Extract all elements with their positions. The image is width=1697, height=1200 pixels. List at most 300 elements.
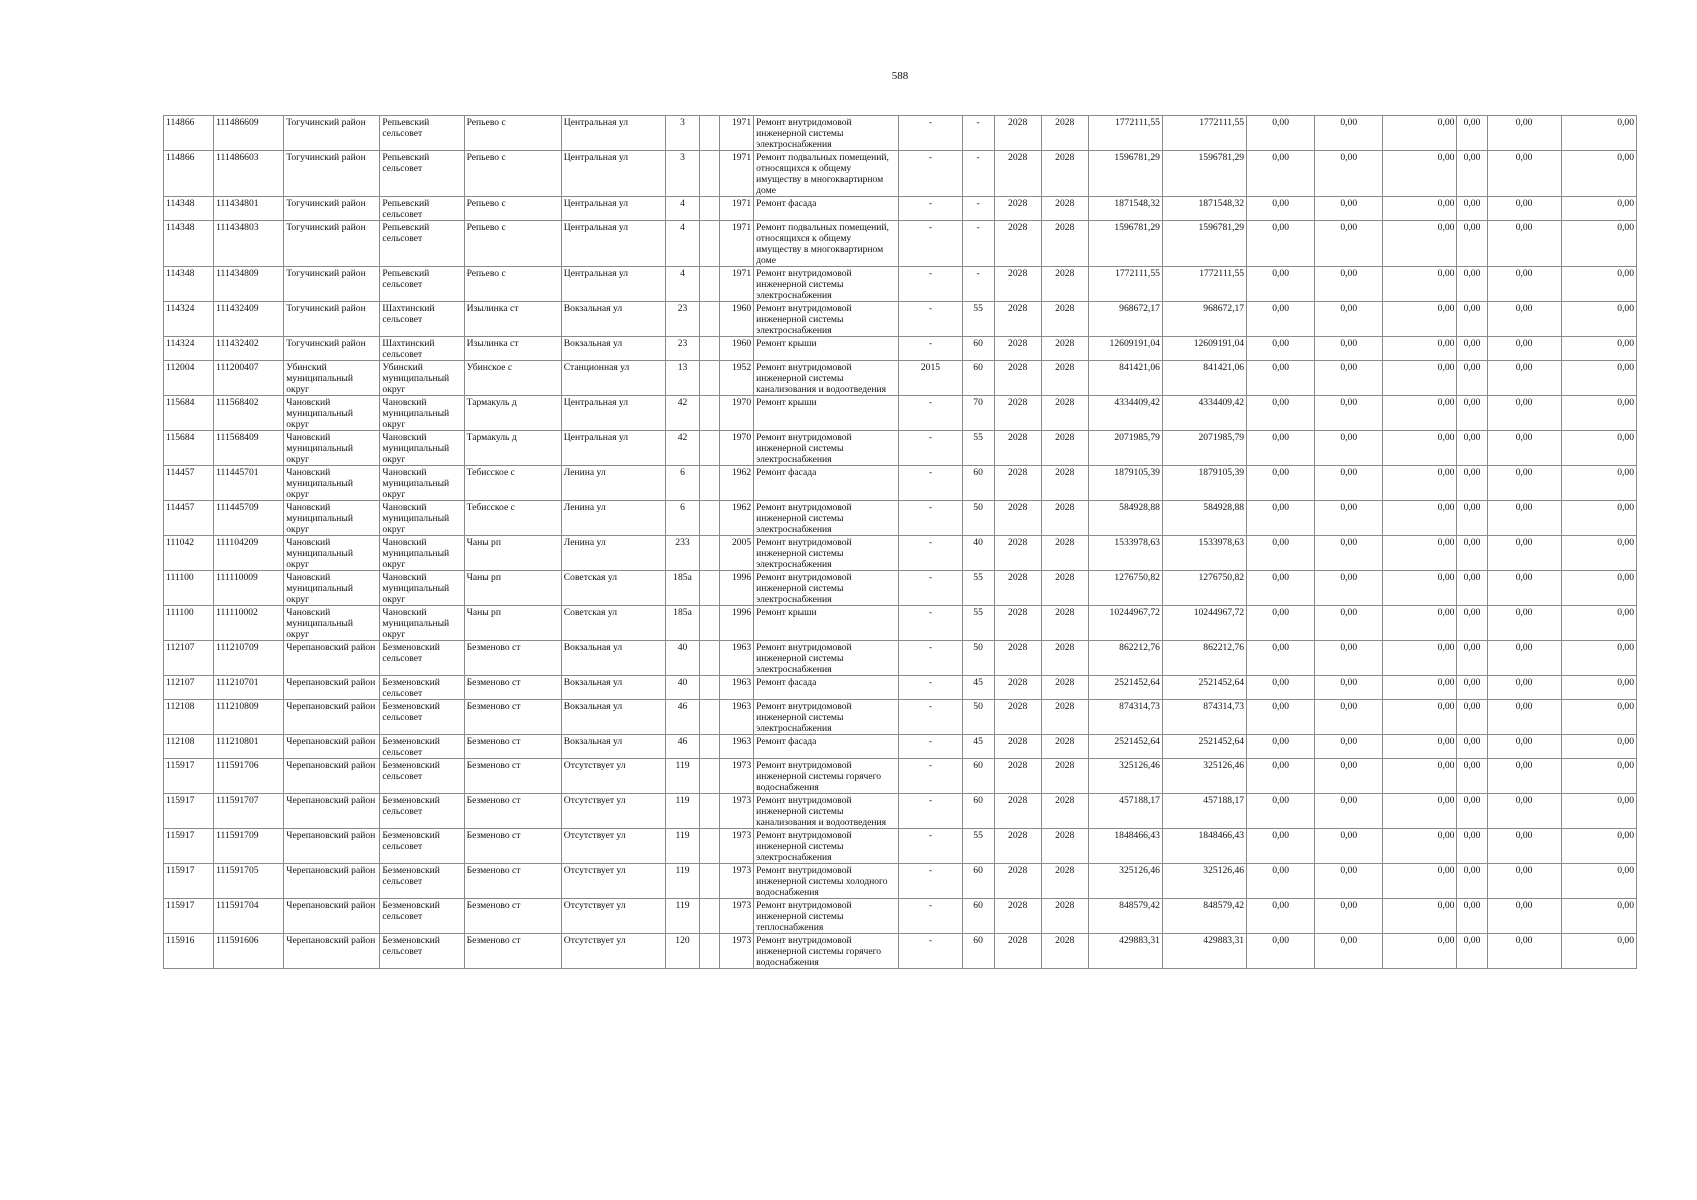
cell-regional-budget: 0,00 — [1315, 302, 1383, 337]
cell-build-year: 1971 — [720, 151, 754, 197]
cell-regional-budget: 0,00 — [1315, 794, 1383, 829]
cell-letter — [700, 151, 720, 197]
cell-last-repair-year: - — [899, 735, 962, 759]
cell-last-repair-year: - — [899, 396, 962, 431]
cell-letter — [700, 735, 720, 759]
cell-locality: Чаны рп — [464, 606, 561, 641]
cell-district: Тогучинский район — [284, 116, 380, 151]
cell-letter — [700, 934, 720, 969]
cell-work-id: 111568409 — [214, 431, 284, 466]
cell-federal-budget: 0,00 — [1247, 221, 1315, 267]
cell-settlement-council: Безменовский сельсовет — [380, 934, 464, 969]
cell-work-id: 111568402 — [214, 396, 284, 431]
cell-fund-cost: 325126,46 — [1162, 759, 1246, 794]
cell-house-id: 114866 — [164, 151, 214, 197]
cell-reserve: 0,00 — [1561, 466, 1636, 501]
cell-wear-percent: 55 — [962, 431, 994, 466]
cell-wear-percent: - — [962, 151, 994, 197]
cell-locality: Безменово ст — [464, 829, 561, 864]
cell-plan-year-start: 2028 — [994, 116, 1041, 151]
cell-plan-year-end: 2028 — [1041, 466, 1088, 501]
cell-local-budget: 0,00 — [1383, 267, 1457, 302]
cell-house-number: 233 — [665, 536, 699, 571]
cell-district: Тогучинский район — [284, 302, 380, 337]
cell-settlement-council: Шахтинский сельсовет — [380, 302, 464, 337]
cell-work-id: 111445701 — [214, 466, 284, 501]
cell-owner-funds: 0,00 — [1487, 396, 1561, 431]
cell-street: Отсутствует ул — [561, 864, 665, 899]
cell-street: Центральная ул — [561, 396, 665, 431]
cell-federal-budget: 0,00 — [1247, 759, 1315, 794]
cell-settlement-council: Репьевский сельсовет — [380, 221, 464, 267]
cell-wear-percent: 40 — [962, 536, 994, 571]
cell-other-sources: 0,00 — [1457, 501, 1487, 536]
cell-federal-budget: 0,00 — [1247, 536, 1315, 571]
cell-total-cost: 584928,88 — [1088, 501, 1162, 536]
cell-wear-percent: 55 — [962, 606, 994, 641]
page-number: 588 — [891, 70, 909, 82]
cell-plan-year-start: 2028 — [994, 536, 1041, 571]
cell-total-cost: 10244967,72 — [1088, 606, 1162, 641]
cell-plan-year-end: 2028 — [1041, 536, 1088, 571]
cell-plan-year-end: 2028 — [1041, 864, 1088, 899]
cell-plan-year-start: 2028 — [994, 606, 1041, 641]
cell-last-repair-year: - — [899, 571, 962, 606]
cell-plan-year-start: 2028 — [994, 641, 1041, 676]
cell-house-id: 115917 — [164, 829, 214, 864]
cell-fund-cost: 1871548,32 — [1162, 197, 1246, 221]
cell-local-budget: 0,00 — [1383, 864, 1457, 899]
cell-house-number: 119 — [665, 899, 699, 934]
cell-street: Вокзальная ул — [561, 641, 665, 676]
cell-wear-percent: - — [962, 267, 994, 302]
cell-locality: Чаны рп — [464, 536, 561, 571]
cell-owner-funds: 0,00 — [1487, 864, 1561, 899]
cell-federal-budget: 0,00 — [1247, 302, 1315, 337]
cell-work-type: Ремонт внутридомовой инженерной системы электроснабжения — [754, 302, 899, 337]
cell-other-sources: 0,00 — [1457, 735, 1487, 759]
table-row — [164, 197, 1637, 221]
cell-house-number: 185а — [665, 606, 699, 641]
cell-work-id: 111486603 — [214, 151, 284, 197]
cell-plan-year-start: 2028 — [994, 759, 1041, 794]
cell-regional-budget: 0,00 — [1315, 466, 1383, 501]
cell-owner-funds: 0,00 — [1487, 431, 1561, 466]
cell-house-number: 46 — [665, 700, 699, 735]
cell-wear-percent: 50 — [962, 501, 994, 536]
cell-letter — [700, 466, 720, 501]
cell-house-id: 114348 — [164, 267, 214, 302]
cell-work-id: 111210701 — [214, 676, 284, 700]
cell-district: Черепановский район — [284, 759, 380, 794]
cell-local-budget: 0,00 — [1383, 899, 1457, 934]
cell-house-id: 112004 — [164, 361, 214, 396]
cell-plan-year-end: 2028 — [1041, 221, 1088, 267]
cell-owner-funds: 0,00 — [1487, 829, 1561, 864]
cell-owner-funds: 0,00 — [1487, 466, 1561, 501]
cell-locality: Безменово ст — [464, 676, 561, 700]
cell-build-year: 1962 — [720, 466, 754, 501]
cell-letter — [700, 899, 720, 934]
cell-letter — [700, 337, 720, 361]
cell-work-id: 111200407 — [214, 361, 284, 396]
cell-local-budget: 0,00 — [1383, 700, 1457, 735]
cell-reserve: 0,00 — [1561, 864, 1636, 899]
cell-house-id: 111100 — [164, 606, 214, 641]
cell-owner-funds: 0,00 — [1487, 794, 1561, 829]
cell-work-type: Ремонт внутридомовой инженерной системы канализования и водоотведения — [754, 361, 899, 396]
cell-build-year: 1973 — [720, 794, 754, 829]
cell-local-budget: 0,00 — [1383, 431, 1457, 466]
cell-work-id: 111210709 — [214, 641, 284, 676]
cell-plan-year-end: 2028 — [1041, 337, 1088, 361]
cell-plan-year-end: 2028 — [1041, 571, 1088, 606]
cell-street: Ленина ул — [561, 466, 665, 501]
cell-house-id: 114324 — [164, 337, 214, 361]
cell-federal-budget: 0,00 — [1247, 501, 1315, 536]
cell-letter — [700, 606, 720, 641]
cell-district: Чановский муниципальный округ — [284, 466, 380, 501]
cell-other-sources: 0,00 — [1457, 759, 1487, 794]
cell-local-budget: 0,00 — [1383, 151, 1457, 197]
cell-plan-year-start: 2028 — [994, 197, 1041, 221]
cell-work-id: 111591709 — [214, 829, 284, 864]
cell-build-year: 1963 — [720, 700, 754, 735]
cell-plan-year-end: 2028 — [1041, 735, 1088, 759]
cell-total-cost: 841421,06 — [1088, 361, 1162, 396]
cell-fund-cost: 1276750,82 — [1162, 571, 1246, 606]
cell-wear-percent: 45 — [962, 735, 994, 759]
cell-work-type: Ремонт подвальных помещений, относящихся к общему имуществу в многоквартирном доме — [754, 221, 899, 267]
cell-street: Отсутствует ул — [561, 934, 665, 969]
cell-street: Отсутствует ул — [561, 794, 665, 829]
cell-plan-year-end: 2028 — [1041, 501, 1088, 536]
cell-locality: Безменово ст — [464, 735, 561, 759]
cell-regional-budget: 0,00 — [1315, 676, 1383, 700]
cell-district: Черепановский район — [284, 676, 380, 700]
table-row — [164, 934, 1637, 969]
cell-wear-percent: 60 — [962, 759, 994, 794]
cell-letter — [700, 501, 720, 536]
cell-federal-budget: 0,00 — [1247, 700, 1315, 735]
cell-district: Черепановский район — [284, 735, 380, 759]
cell-locality: Изылинка ст — [464, 302, 561, 337]
cell-owner-funds: 0,00 — [1487, 151, 1561, 197]
cell-district: Чановский муниципальный округ — [284, 536, 380, 571]
cell-last-repair-year: - — [899, 641, 962, 676]
cell-district: Чановский муниципальный округ — [284, 571, 380, 606]
table-row — [164, 536, 1637, 571]
cell-street: Станционная ул — [561, 361, 665, 396]
cell-work-id: 111591705 — [214, 864, 284, 899]
cell-local-budget: 0,00 — [1383, 571, 1457, 606]
cell-letter — [700, 794, 720, 829]
cell-work-id: 111434803 — [214, 221, 284, 267]
cell-total-cost: 1879105,39 — [1088, 466, 1162, 501]
cell-house-number: 119 — [665, 759, 699, 794]
cell-settlement-council: Безменовский сельсовет — [380, 641, 464, 676]
cell-last-repair-year: - — [899, 221, 962, 267]
cell-fund-cost: 2521452,64 — [1162, 676, 1246, 700]
cell-house-id: 115917 — [164, 899, 214, 934]
cell-local-budget: 0,00 — [1383, 759, 1457, 794]
cell-work-type: Ремонт внутридомовой инженерной системы электроснабжения — [754, 829, 899, 864]
cell-work-type: Ремонт внутридомовой инженерной системы горячего водоснабжения — [754, 934, 899, 969]
cell-plan-year-start: 2028 — [994, 700, 1041, 735]
cell-build-year: 1973 — [720, 864, 754, 899]
cell-plan-year-end: 2028 — [1041, 361, 1088, 396]
cell-plan-year-end: 2028 — [1041, 934, 1088, 969]
cell-plan-year-start: 2028 — [994, 676, 1041, 700]
cell-settlement-council: Шахтинский сельсовет — [380, 337, 464, 361]
cell-other-sources: 0,00 — [1457, 396, 1487, 431]
cell-owner-funds: 0,00 — [1487, 501, 1561, 536]
cell-total-cost: 1276750,82 — [1088, 571, 1162, 606]
cell-federal-budget: 0,00 — [1247, 934, 1315, 969]
cell-federal-budget: 0,00 — [1247, 676, 1315, 700]
cell-wear-percent: 45 — [962, 676, 994, 700]
cell-house-id: 115917 — [164, 794, 214, 829]
cell-fund-cost: 874314,73 — [1162, 700, 1246, 735]
cell-district: Черепановский район — [284, 641, 380, 676]
cell-other-sources: 0,00 — [1457, 267, 1487, 302]
cell-plan-year-start: 2028 — [994, 735, 1041, 759]
cell-total-cost: 1596781,29 — [1088, 221, 1162, 267]
cell-last-repair-year: 2015 — [899, 361, 962, 396]
cell-plan-year-start: 2028 — [994, 361, 1041, 396]
cell-build-year: 1971 — [720, 197, 754, 221]
cell-fund-cost: 1772111,55 — [1162, 267, 1246, 302]
cell-reserve: 0,00 — [1561, 899, 1636, 934]
cell-plan-year-start: 2028 — [994, 934, 1041, 969]
cell-federal-budget: 0,00 — [1247, 899, 1315, 934]
cell-locality: Тармакуль д — [464, 396, 561, 431]
cell-local-budget: 0,00 — [1383, 221, 1457, 267]
cell-other-sources: 0,00 — [1457, 536, 1487, 571]
cell-house-id: 114324 — [164, 302, 214, 337]
cell-settlement-council: Безменовский сельсовет — [380, 735, 464, 759]
cell-locality: Безменово ст — [464, 759, 561, 794]
cell-regional-budget: 0,00 — [1315, 267, 1383, 302]
cell-work-type: Ремонт внутридомовой инженерной системы электроснабжения — [754, 267, 899, 302]
cell-plan-year-end: 2028 — [1041, 197, 1088, 221]
cell-house-number: 23 — [665, 337, 699, 361]
table-row — [164, 641, 1637, 676]
cell-other-sources: 0,00 — [1457, 571, 1487, 606]
cell-locality: Тебисское с — [464, 466, 561, 501]
cell-work-id: 111432402 — [214, 337, 284, 361]
cell-build-year: 1973 — [720, 759, 754, 794]
cell-settlement-council: Репьевский сельсовет — [380, 267, 464, 302]
cell-total-cost: 457188,17 — [1088, 794, 1162, 829]
cell-wear-percent: 55 — [962, 571, 994, 606]
cell-settlement-council: Чановский муниципальный округ — [380, 536, 464, 571]
cell-house-number: 6 — [665, 466, 699, 501]
cell-build-year: 1960 — [720, 337, 754, 361]
cell-work-id: 111486609 — [214, 116, 284, 151]
cell-local-budget: 0,00 — [1383, 934, 1457, 969]
cell-build-year: 1970 — [720, 431, 754, 466]
cell-other-sources: 0,00 — [1457, 794, 1487, 829]
cell-regional-budget: 0,00 — [1315, 116, 1383, 151]
cell-locality: Чаны рп — [464, 571, 561, 606]
cell-street: Вокзальная ул — [561, 676, 665, 700]
cell-wear-percent: 60 — [962, 934, 994, 969]
cell-regional-budget: 0,00 — [1315, 864, 1383, 899]
cell-total-cost: 1772111,55 — [1088, 267, 1162, 302]
cell-house-number: 119 — [665, 864, 699, 899]
table-row — [164, 864, 1637, 899]
cell-locality: Репьево с — [464, 151, 561, 197]
cell-total-cost: 968672,17 — [1088, 302, 1162, 337]
cell-other-sources: 0,00 — [1457, 829, 1487, 864]
cell-street: Ленина ул — [561, 536, 665, 571]
cell-settlement-council: Чановский муниципальный округ — [380, 431, 464, 466]
cell-owner-funds: 0,00 — [1487, 759, 1561, 794]
cell-work-type: Ремонт внутридомовой инженерной системы электроснабжения — [754, 536, 899, 571]
cell-last-repair-year: - — [899, 829, 962, 864]
cell-settlement-council: Безменовский сельсовет — [380, 700, 464, 735]
cell-reserve: 0,00 — [1561, 151, 1636, 197]
cell-owner-funds: 0,00 — [1487, 197, 1561, 221]
cell-house-number: 42 — [665, 431, 699, 466]
cell-house-number: 42 — [665, 396, 699, 431]
cell-district: Тогучинский район — [284, 337, 380, 361]
cell-local-budget: 0,00 — [1383, 361, 1457, 396]
cell-local-budget: 0,00 — [1383, 302, 1457, 337]
cell-last-repair-year: - — [899, 151, 962, 197]
cell-owner-funds: 0,00 — [1487, 735, 1561, 759]
cell-house-number: 119 — [665, 794, 699, 829]
cell-locality: Репьево с — [464, 116, 561, 151]
cell-plan-year-start: 2028 — [994, 864, 1041, 899]
cell-build-year: 1963 — [720, 735, 754, 759]
cell-other-sources: 0,00 — [1457, 700, 1487, 735]
cell-local-budget: 0,00 — [1383, 197, 1457, 221]
cell-regional-budget: 0,00 — [1315, 606, 1383, 641]
cell-other-sources: 0,00 — [1457, 302, 1487, 337]
cell-house-id: 115917 — [164, 864, 214, 899]
cell-street: Советская ул — [561, 606, 665, 641]
cell-plan-year-start: 2028 — [994, 396, 1041, 431]
cell-wear-percent: 55 — [962, 302, 994, 337]
cell-regional-budget: 0,00 — [1315, 641, 1383, 676]
cell-locality: Убинское с — [464, 361, 561, 396]
cell-settlement-council: Репьевский сельсовет — [380, 116, 464, 151]
cell-owner-funds: 0,00 — [1487, 934, 1561, 969]
cell-plan-year-end: 2028 — [1041, 116, 1088, 151]
cell-house-id: 115684 — [164, 396, 214, 431]
cell-wear-percent: 60 — [962, 794, 994, 829]
cell-other-sources: 0,00 — [1457, 431, 1487, 466]
cell-wear-percent: 60 — [962, 361, 994, 396]
cell-street: Вокзальная ул — [561, 735, 665, 759]
cell-local-budget: 0,00 — [1383, 606, 1457, 641]
cell-fund-cost: 429883,31 — [1162, 934, 1246, 969]
cell-fund-cost: 12609191,04 — [1162, 337, 1246, 361]
cell-letter — [700, 759, 720, 794]
cell-street: Советская ул — [561, 571, 665, 606]
cell-build-year: 1996 — [720, 571, 754, 606]
cell-work-type: Ремонт внутридомовой инженерной системы электроснабжения — [754, 700, 899, 735]
cell-locality: Безменово ст — [464, 794, 561, 829]
table-row — [164, 151, 1637, 197]
cell-settlement-council: Безменовский сельсовет — [380, 676, 464, 700]
cell-letter — [700, 571, 720, 606]
cell-plan-year-end: 2028 — [1041, 606, 1088, 641]
cell-house-number: 40 — [665, 641, 699, 676]
table-row — [164, 221, 1637, 267]
cell-last-repair-year: - — [899, 676, 962, 700]
cell-district: Чановский муниципальный округ — [284, 606, 380, 641]
cell-locality: Изылинка ст — [464, 337, 561, 361]
cell-plan-year-start: 2028 — [994, 466, 1041, 501]
table-row — [164, 759, 1637, 794]
cell-settlement-council: Чановский муниципальный округ — [380, 396, 464, 431]
cell-total-cost: 4334409,42 — [1088, 396, 1162, 431]
cell-house-id: 115916 — [164, 934, 214, 969]
table-row — [164, 829, 1637, 864]
cell-house-id: 112108 — [164, 735, 214, 759]
cell-house-id: 111042 — [164, 536, 214, 571]
cell-federal-budget: 0,00 — [1247, 431, 1315, 466]
cell-plan-year-start: 2028 — [994, 151, 1041, 197]
cell-owner-funds: 0,00 — [1487, 536, 1561, 571]
cell-settlement-council: Безменовский сельсовет — [380, 759, 464, 794]
cell-letter — [700, 431, 720, 466]
cell-work-type: Ремонт внутридомовой инженерной системы теплоснабжения — [754, 899, 899, 934]
cell-regional-budget: 0,00 — [1315, 337, 1383, 361]
cell-reserve: 0,00 — [1561, 676, 1636, 700]
cell-reserve: 0,00 — [1561, 641, 1636, 676]
cell-house-number: 46 — [665, 735, 699, 759]
cell-total-cost: 1848466,43 — [1088, 829, 1162, 864]
cell-fund-cost: 1879105,39 — [1162, 466, 1246, 501]
cell-settlement-council: Чановский муниципальный округ — [380, 501, 464, 536]
cell-regional-budget: 0,00 — [1315, 431, 1383, 466]
cell-total-cost: 874314,73 — [1088, 700, 1162, 735]
cell-regional-budget: 0,00 — [1315, 759, 1383, 794]
cell-reserve: 0,00 — [1561, 302, 1636, 337]
cell-work-type: Ремонт внутридомовой инженерной системы электроснабжения — [754, 641, 899, 676]
cell-fund-cost: 841421,06 — [1162, 361, 1246, 396]
cell-owner-funds: 0,00 — [1487, 676, 1561, 700]
cell-settlement-council: Безменовский сельсовет — [380, 794, 464, 829]
cell-total-cost: 2071985,79 — [1088, 431, 1162, 466]
cell-federal-budget: 0,00 — [1247, 361, 1315, 396]
cell-reserve: 0,00 — [1561, 116, 1636, 151]
cell-settlement-council: Убинский муниципальный округ — [380, 361, 464, 396]
cell-reserve: 0,00 — [1561, 361, 1636, 396]
cell-last-repair-year: - — [899, 431, 962, 466]
cell-house-number: 120 — [665, 934, 699, 969]
table-row — [164, 267, 1637, 302]
cell-regional-budget: 0,00 — [1315, 829, 1383, 864]
cell-work-id: 111591707 — [214, 794, 284, 829]
cell-owner-funds: 0,00 — [1487, 221, 1561, 267]
cell-regional-budget: 0,00 — [1315, 221, 1383, 267]
cell-plan-year-start: 2028 — [994, 302, 1041, 337]
cell-house-id: 112107 — [164, 676, 214, 700]
cell-house-id: 114457 — [164, 466, 214, 501]
cell-plan-year-end: 2028 — [1041, 396, 1088, 431]
cell-work-type: Ремонт внутридомовой инженерной системы электроснабжения — [754, 116, 899, 151]
cell-work-id: 111104209 — [214, 536, 284, 571]
cell-locality: Репьево с — [464, 221, 561, 267]
cell-reserve: 0,00 — [1561, 735, 1636, 759]
cell-build-year: 1962 — [720, 501, 754, 536]
cell-work-type: Ремонт крыши — [754, 337, 899, 361]
